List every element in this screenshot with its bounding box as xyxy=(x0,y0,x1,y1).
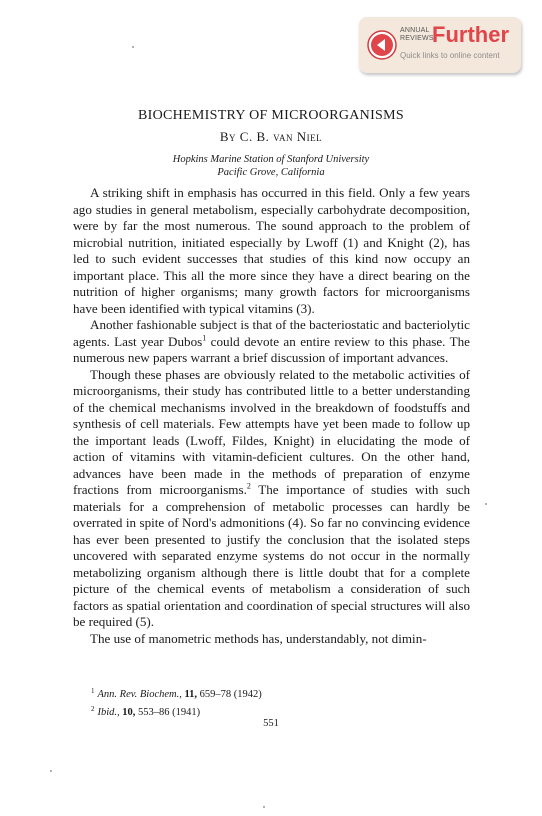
further-badge[interactable] xyxy=(359,17,521,73)
footnote-ref[interactable]: 2 xyxy=(246,481,251,491)
paragraph-4 xyxy=(73,631,470,648)
footnote-marker: 2 xyxy=(91,705,95,713)
footnote-source: Ann. Rev. Biochem., xyxy=(97,689,182,700)
paragraph-text: The importance of studies with such materials for a comprehension of metabolic processes can hardly be overrated in spite of Nord's admonitions (4). So far no convincing evidence has ever been presented to justify the conclusion that the isolated steps uncovered with separated enzyme systems do not occur in the normally metabolizing organism although there is little doubt that for a complete picture of the chemical events of metabolism a consideration of such factors as spatial orientation and coordination of special structures will also be required (5). xyxy=(73,482,470,629)
paragraph-text: could devote an entire review to this phase. The numerous new papers warrant a brief discussion of important advances. xyxy=(73,333,470,365)
page-number: 551 xyxy=(263,718,279,729)
footnote-1 xyxy=(91,684,471,702)
affiliation-line-1: Hopkins Marine Station of Stanford University xyxy=(172,154,370,165)
footnote-source: Ibid., xyxy=(97,707,120,718)
article-body xyxy=(73,185,470,647)
paragraph-text: Another fashionable subject is that of the bacteriostatic and bacteriolytic agents. Last year Dubos xyxy=(73,317,470,349)
article-title: BIOCHEMISTRY OF MICROORGANISMS xyxy=(138,108,404,123)
affiliation-line-2: Pacific Grove, California xyxy=(217,167,325,178)
footnote-volume: 11, xyxy=(184,689,198,700)
badge-further-text: Further xyxy=(432,22,509,47)
scan-speck xyxy=(263,806,265,808)
scan-speck xyxy=(485,503,487,505)
further-arrow-icon xyxy=(367,30,397,60)
badge-reviews-text: REVIEWS xyxy=(400,35,434,42)
footnote-pages: 659–78 (1942) xyxy=(199,689,262,700)
footnote-marker: 1 xyxy=(91,687,95,695)
paragraph-3 xyxy=(73,367,470,631)
paragraph-text: Though these phases are obviously related to the metabolic activities of microorganisms, their study has contributed little to a better understanding of the chemical mechanisms involved in the breakdown of foodstuffs and synthesis of cell materials. Few attempts have yet been made to follow up the important leads (Lwoff, Fildes, Knight) in elucidating the mode of action of vitamins with vitamin-deficient cultures. On the other hand, advances have been made in the methods of preparation of enzyme fractions from microorganisms. xyxy=(73,366,470,497)
badge-annual-text: ANNUAL xyxy=(400,27,430,34)
footnote-ref[interactable]: 1 xyxy=(202,333,207,343)
footnote-pages: 553–86 (1941) xyxy=(138,707,201,718)
footnote-volume: 10, xyxy=(122,707,136,718)
article-author: By C. B. van Niel xyxy=(219,129,323,144)
footnotes xyxy=(91,684,471,720)
scan-speck xyxy=(132,46,134,48)
paragraph-1 xyxy=(73,185,470,317)
paragraph-text: A striking shift in emphasis has occurred in this field. Only a few years ago studies in general metabolism, especially carbohydrate decomposition, were by far the most numerous. The sound approach to the problem of microbial nutrition, initiated especially by Lwoff (1) and Knight (2), has led to such evident successes that studies of this kind now occupy an important place. This all the more since they have a direct bearing on the nutrition of higher organisms; many growth factors for microorganisms have been identified with typical vitamins (3). xyxy=(73,185,470,316)
badge-annual-reviews xyxy=(400,27,434,43)
scan-speck xyxy=(50,770,52,772)
paragraph-text: The use of manometric methods has, understandably, not dimin- xyxy=(90,630,427,646)
badge-subtitle: Quick links to online content xyxy=(400,51,500,60)
paragraph-2 xyxy=(73,317,470,367)
author-affiliation xyxy=(0,153,542,179)
